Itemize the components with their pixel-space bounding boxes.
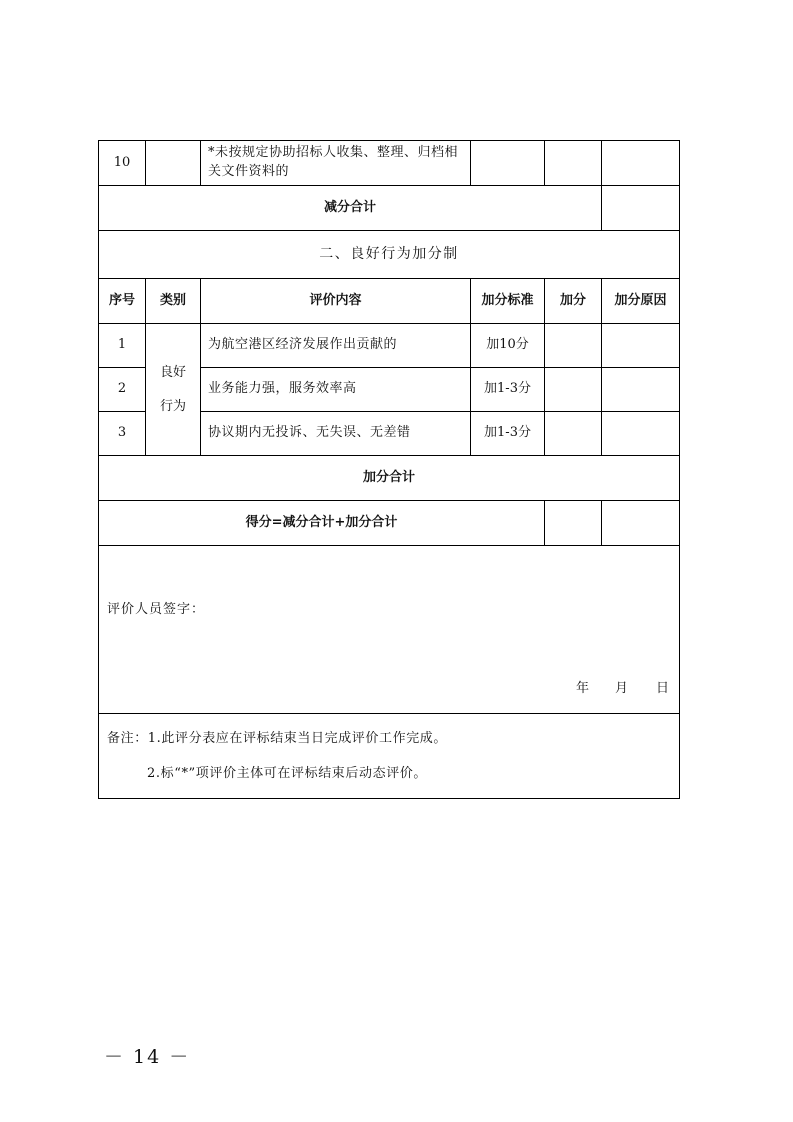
deduction-row-10 (99, 141, 680, 186)
row-category (146, 141, 201, 186)
row-content: 为航空港区经济发展作出贡献的 (201, 324, 471, 368)
signature-label: 评价人员签字： (107, 602, 206, 617)
score-value (545, 501, 602, 546)
note-line-1: 备注：1.此评分表应在评标结束当日完成评价工作完成。 (107, 731, 448, 746)
row-reason (602, 141, 680, 186)
row-content: 协议期内无投诉、无失误、无差错 (201, 412, 471, 456)
signature-cell (99, 546, 680, 714)
header-category: 类别 (146, 279, 201, 324)
page-number: － 14 － (104, 1046, 191, 1068)
row-content: *未按规定协助招标人收集、整理、归档相关文件资料的 (201, 141, 471, 186)
bonus-section-title: 二、良好行为加分制 (99, 231, 680, 279)
category-line-2: 行为 (159, 398, 186, 414)
row-bonus (545, 368, 602, 412)
bonus-subtotal-label: 加分合计 (99, 456, 680, 501)
row-standard: 加10分 (471, 324, 545, 368)
category-line-1: 良好 (159, 364, 186, 380)
header-reason: 加分原因 (602, 279, 680, 324)
row-deduct (545, 141, 602, 186)
header-bonus: 加分 (545, 279, 602, 324)
bonus-section-title-row (99, 231, 680, 279)
row-bonus (545, 412, 602, 456)
evaluation-table (98, 140, 680, 799)
row-reason (602, 412, 680, 456)
score-label: 得分=减分合计+加分合计 (99, 501, 545, 546)
row-standard: 加1-3分 (471, 368, 545, 412)
bonus-row-1 (99, 324, 680, 368)
score-extra (602, 501, 680, 546)
bonus-subtotal-row (99, 456, 680, 501)
date-year-label: 年 (575, 681, 589, 697)
deduction-subtotal-row (99, 186, 680, 231)
deduction-subtotal-label: 减分合计 (99, 186, 602, 231)
row-standard (471, 141, 545, 186)
signature-row (99, 546, 680, 714)
row-reason (602, 368, 680, 412)
date-month-label: 月 (614, 681, 628, 697)
signature-date (576, 680, 669, 699)
header-content: 评价内容 (201, 279, 471, 324)
bonus-header-row (99, 279, 680, 324)
row-number: 2 (99, 368, 146, 412)
notes-row (99, 714, 680, 799)
row-number: 1 (99, 324, 146, 368)
row-number: 3 (99, 412, 146, 456)
header-standard: 加分标准 (471, 279, 545, 324)
row-bonus (545, 324, 602, 368)
deduction-subtotal-value (602, 186, 680, 231)
bonus-category (146, 324, 201, 456)
row-reason (602, 324, 680, 368)
note-line-2: 2.标“*”项评价主体可在评标结束后动态评价。 (147, 765, 427, 781)
header-no: 序号 (99, 279, 146, 324)
date-day-label: 日 (655, 681, 669, 697)
row-number: 10 (99, 141, 146, 186)
score-row (99, 501, 680, 546)
row-standard: 加1-3分 (471, 412, 545, 456)
notes-cell (99, 714, 680, 799)
row-content: 业务能力强，服务效率高 (201, 368, 471, 412)
